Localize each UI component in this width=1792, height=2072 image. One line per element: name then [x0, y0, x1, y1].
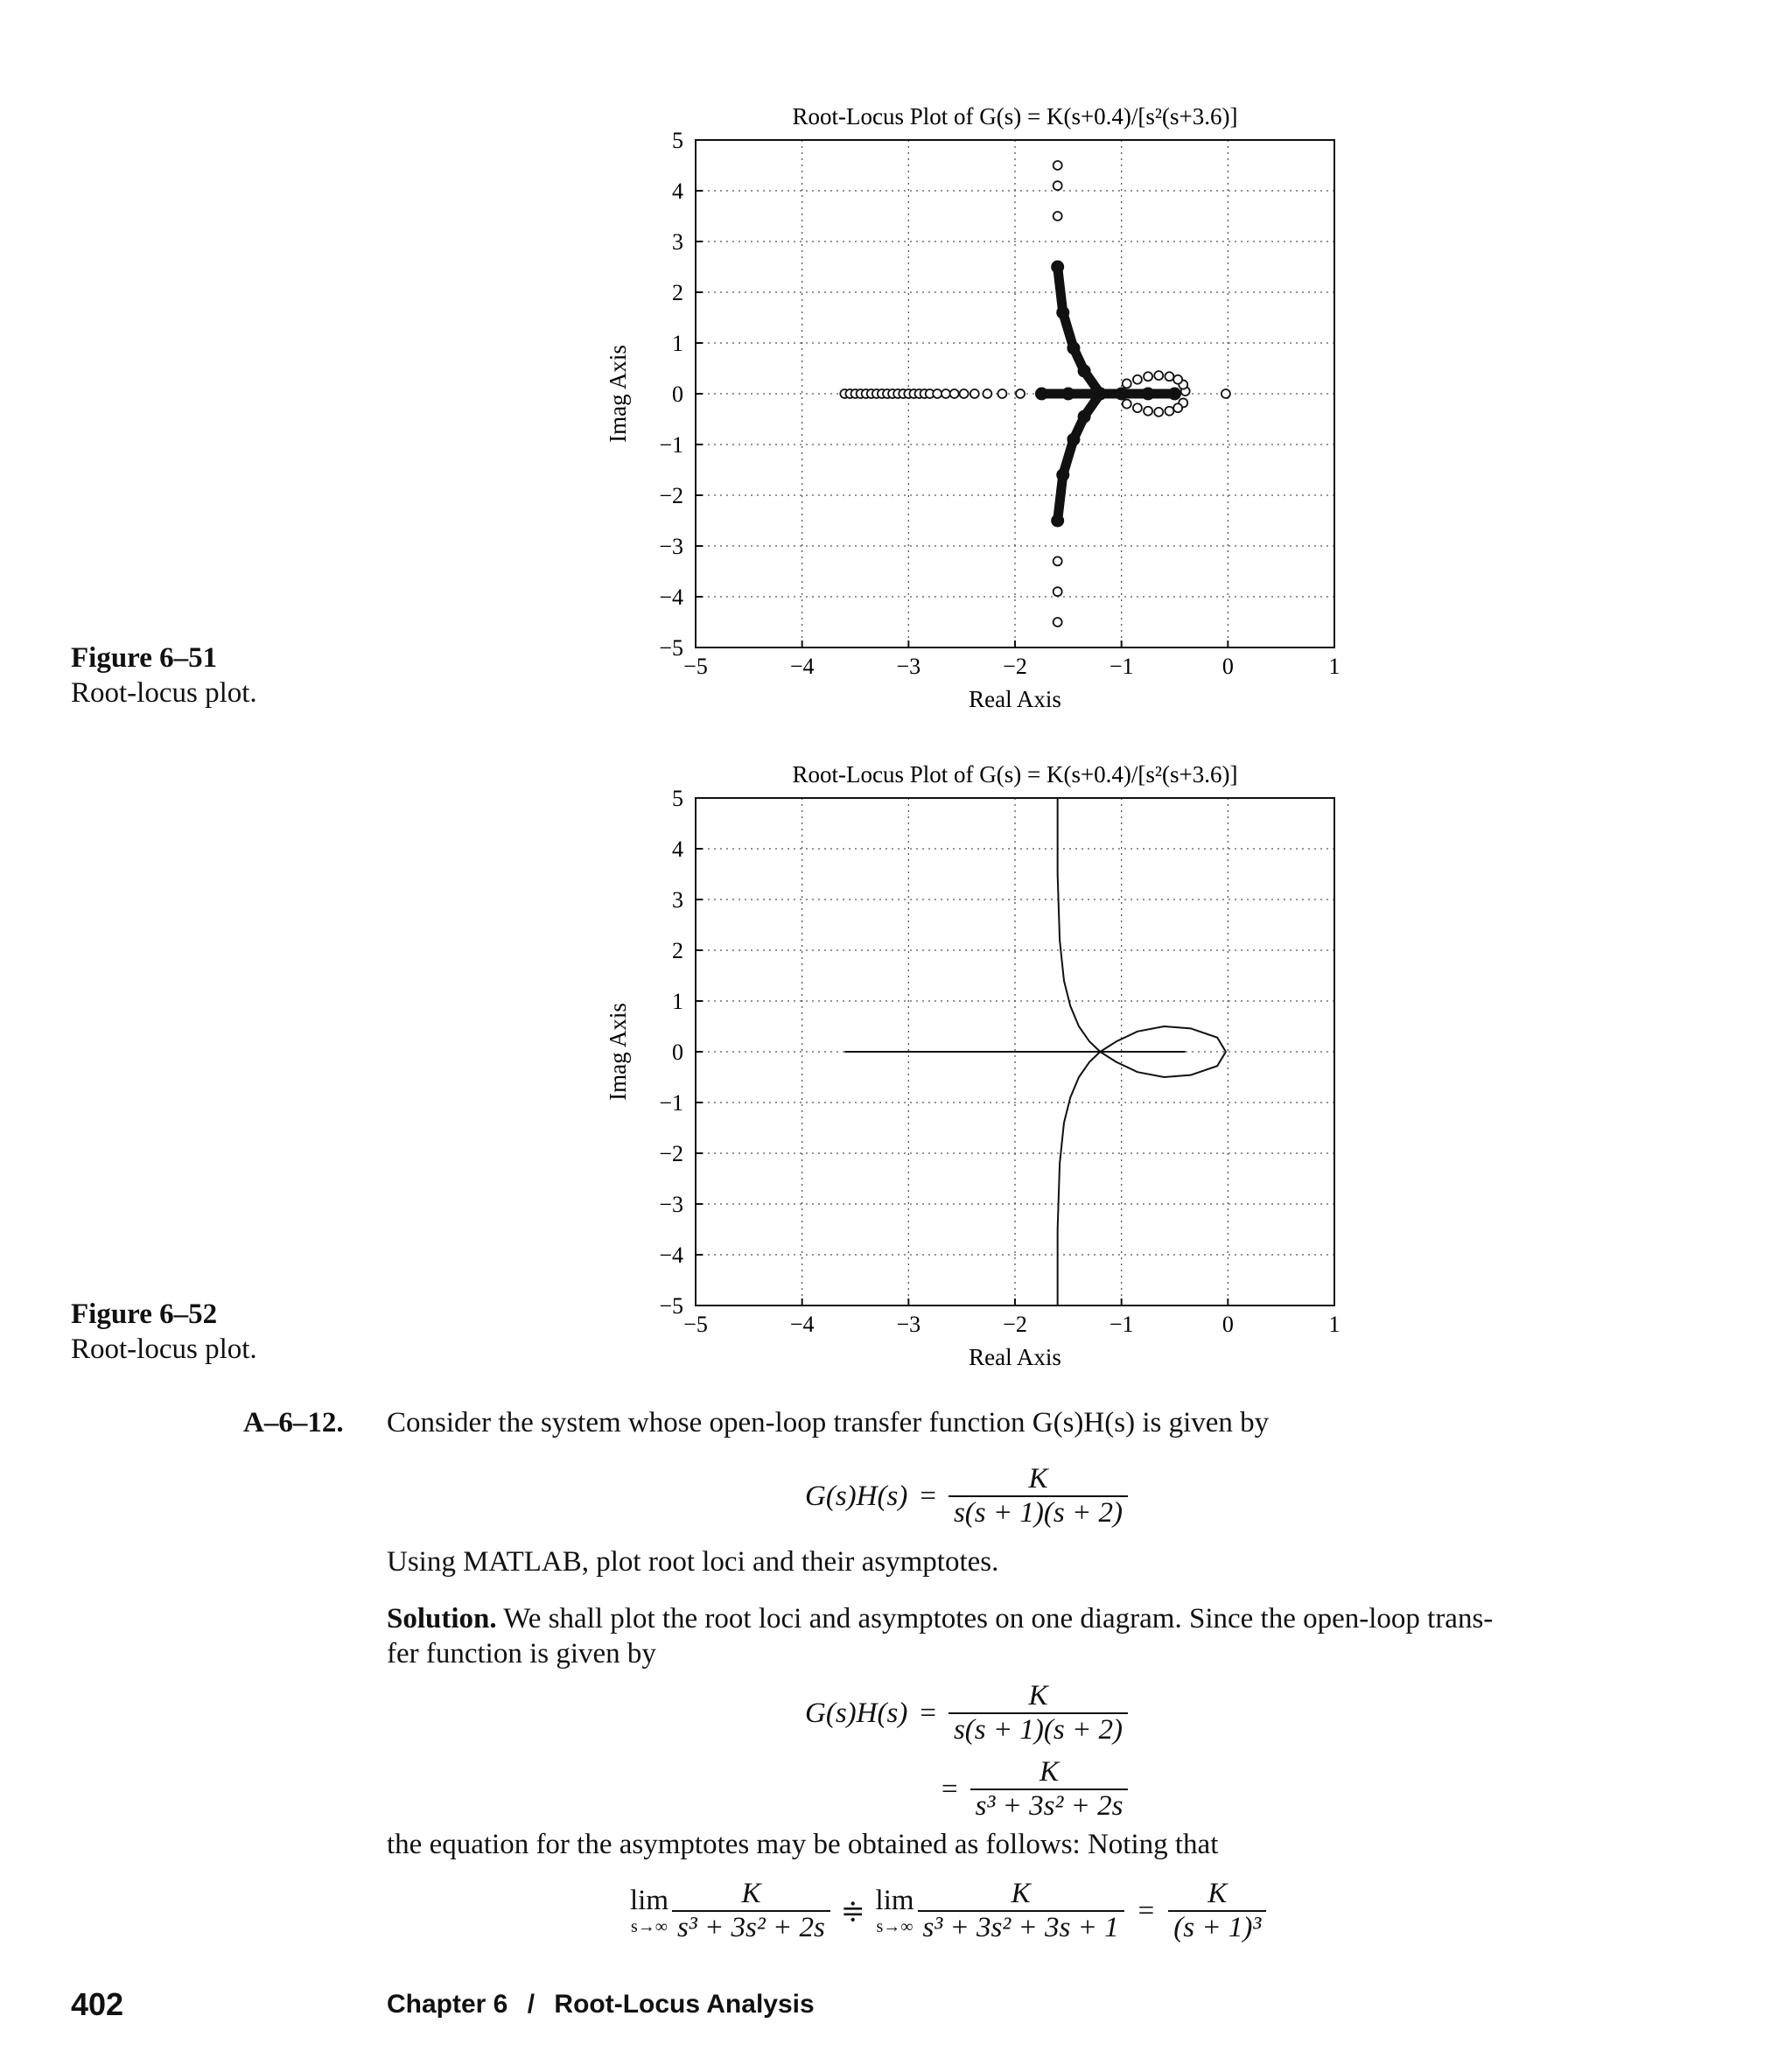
approx-sign: ≑ — [840, 1896, 865, 1928]
locus-point-open — [1054, 587, 1062, 596]
locus-point-open — [983, 389, 991, 398]
eq2-num2: K — [1040, 1756, 1060, 1788]
locus-point-open — [1165, 407, 1173, 416]
task-text: Using MATLAB, plot root loci and their asymptotes. — [387, 1546, 999, 1578]
solution-paragraph — [387, 1601, 1493, 1636]
y-tick-label: −4 — [659, 584, 683, 610]
x-tick-label: 1 — [1328, 654, 1340, 679]
locus-point-open — [1144, 372, 1152, 381]
locus-point-open — [1054, 618, 1062, 626]
locus-branch-line — [1058, 1052, 1101, 1306]
x-tick-label: −3 — [896, 654, 921, 679]
figure-6-52-caption: Root-locus plot. — [71, 1334, 257, 1365]
x-axis-label: Real Axis — [969, 1344, 1061, 1370]
figure-6-52-label: Figure 6–52 — [71, 1298, 218, 1330]
x-tick-label: −4 — [789, 654, 815, 679]
locus-point-open — [1222, 389, 1230, 398]
locus-point-open — [1173, 403, 1182, 412]
y-tick-label: 3 — [672, 229, 683, 255]
equals-sign: = — [1138, 1894, 1155, 1927]
running-footer — [387, 1990, 815, 2020]
page-number: 402 — [71, 1986, 124, 2022]
solution-label: Solution. — [387, 1603, 497, 1634]
figure-6-51-label: Figure 6–51 — [71, 642, 218, 674]
x-tick-label: −2 — [1003, 1312, 1027, 1337]
locus-point-open — [1054, 556, 1062, 565]
locus-point-open — [950, 389, 959, 398]
y-tick-label: 5 — [672, 128, 683, 153]
y-tick-label: 1 — [672, 331, 683, 356]
problem-statement: Consider the system whose open-loop transfer function G(s)H(s) is given by — [387, 1407, 1270, 1438]
equation-2-line-1: G(s)H(s) = $\frac{K}{s(s + 1)(s + 2)}$ — [805, 1670, 1128, 1757]
problem-number: A–6–12. — [243, 1407, 344, 1438]
eq1-lhs: G(s)H(s) — [805, 1480, 908, 1512]
y-tick-label: −2 — [659, 483, 683, 508]
y-tick-label: 3 — [672, 887, 683, 913]
locus-point-open — [1123, 379, 1131, 388]
y-tick-label: 1 — [672, 989, 683, 1014]
chart-title: Root-Locus Plot of G(s) = K(s+0.4)/[s²(s+3.6)] — [792, 103, 1238, 130]
locus-point-open — [1054, 212, 1062, 220]
x-tick-label: −3 — [896, 1312, 921, 1337]
x-tick-label: −5 — [683, 654, 708, 679]
locus-point-open — [933, 389, 942, 398]
y-tick-label: 2 — [672, 938, 683, 963]
y-tick-label: 4 — [672, 178, 683, 204]
locus-point-open — [1016, 389, 1025, 398]
y-axis-label: Imag Axis — [605, 345, 631, 443]
eq2-den1: s(s + 1)(s + 2) — [948, 1712, 1128, 1746]
y-tick-label: −4 — [659, 1242, 683, 1268]
chart-title: Root-Locus Plot of G(s) = K(s+0.4)/[s²(s+3.6)] — [792, 761, 1238, 788]
locus-point-open — [1173, 375, 1182, 384]
x-tick-label: −2 — [1003, 654, 1027, 679]
lim1-sub: s→∞ — [630, 1917, 668, 1936]
rhs-den: (s + 1)³ — [1168, 1910, 1266, 1944]
limit-equation — [630, 1866, 1266, 1956]
locus-point-open — [1154, 408, 1163, 416]
x-tick-label: 0 — [1222, 1312, 1234, 1337]
x-tick-label: 1 — [1328, 1312, 1340, 1337]
y-tick-label: −3 — [659, 534, 683, 559]
locus-point-open — [942, 389, 950, 398]
x-axis-label: Real Axis — [969, 686, 1061, 712]
lim2-num: K — [1011, 1878, 1031, 1909]
locus-point-open — [970, 389, 979, 398]
locus-point-open — [1165, 372, 1173, 381]
locus-point-open — [1133, 375, 1142, 384]
solution-text-1: We shall plot the root loci and asymptotes on one diagram. Since the open-loop trans- — [503, 1603, 1494, 1634]
equation-2-line-2: = $\frac{K}{\text{s³ + 3s² + 2s}}$ — [942, 1746, 1128, 1833]
lim1-word: lim — [630, 1885, 669, 1916]
y-tick-label: −3 — [659, 1192, 683, 1217]
equation-1: G(s)H(s) = $\frac{K}{s(s + 1)(s + 2)}$ — [805, 1452, 1128, 1540]
asymptote-text: the equation for the asymptotes may be obtained as follows: Noting that — [387, 1829, 1219, 1860]
x-tick-label: −4 — [789, 1312, 815, 1337]
locus-point-open — [1133, 403, 1142, 412]
y-axis-label: Imag Axis — [605, 1003, 631, 1101]
lim1-num: K — [741, 1878, 761, 1909]
y-tick-label: 4 — [672, 836, 683, 862]
eq2-lhs: G(s)H(s) — [805, 1697, 908, 1729]
root-locus-chart-2 — [595, 750, 1365, 1380]
lim2-den: s³ + 3s² + 3s + 1 — [918, 1910, 1124, 1944]
locus-point-open — [1154, 371, 1163, 380]
lim2-word: lim — [875, 1885, 914, 1916]
locus-point-open — [1054, 181, 1062, 190]
eq1-num: K — [1028, 1463, 1048, 1494]
footer-chapter: Chapter 6 — [387, 1990, 508, 2019]
locus-point-open — [1054, 161, 1062, 170]
x-tick-label: 0 — [1222, 654, 1234, 679]
locus-point-open — [998, 389, 1006, 398]
y-tick-label: 5 — [672, 786, 683, 811]
locus-point-open — [1144, 407, 1152, 416]
y-tick-label: −5 — [659, 635, 683, 661]
lim2-sub: s→∞ — [876, 1917, 914, 1936]
figure-6-51-caption: Root-locus plot. — [71, 677, 257, 709]
x-tick-label: −1 — [1109, 654, 1134, 679]
y-tick-label: −1 — [659, 1090, 683, 1116]
eq2-num1: K — [1028, 1680, 1048, 1712]
y-tick-label: 2 — [672, 280, 683, 305]
lim1-den: s³ + 3s² + 2s — [672, 1910, 830, 1944]
y-tick-label: −2 — [659, 1141, 683, 1166]
y-tick-label: −1 — [659, 432, 683, 458]
x-tick-label: −5 — [683, 1312, 708, 1337]
footer-separator: / — [527, 1990, 536, 2019]
locus-branch-line — [1058, 798, 1101, 1052]
solution-text-2: fer function is given by — [387, 1638, 656, 1670]
x-tick-label: −1 — [1109, 1312, 1134, 1337]
locus-point-open — [1123, 400, 1131, 409]
rhs-num: K — [1208, 1878, 1228, 1909]
eq2-den2: s³ + 3s² + 2s — [970, 1788, 1129, 1823]
y-tick-label: 0 — [672, 382, 683, 407]
footer-section: Root-Locus Analysis — [554, 1990, 815, 2019]
locus-point-open — [960, 389, 969, 398]
eq1-den: s(s + 1)(s + 2) — [948, 1495, 1128, 1530]
y-tick-label: 0 — [672, 1040, 683, 1065]
root-locus-chart-1 — [595, 92, 1365, 722]
y-tick-label: −5 — [659, 1293, 683, 1319]
